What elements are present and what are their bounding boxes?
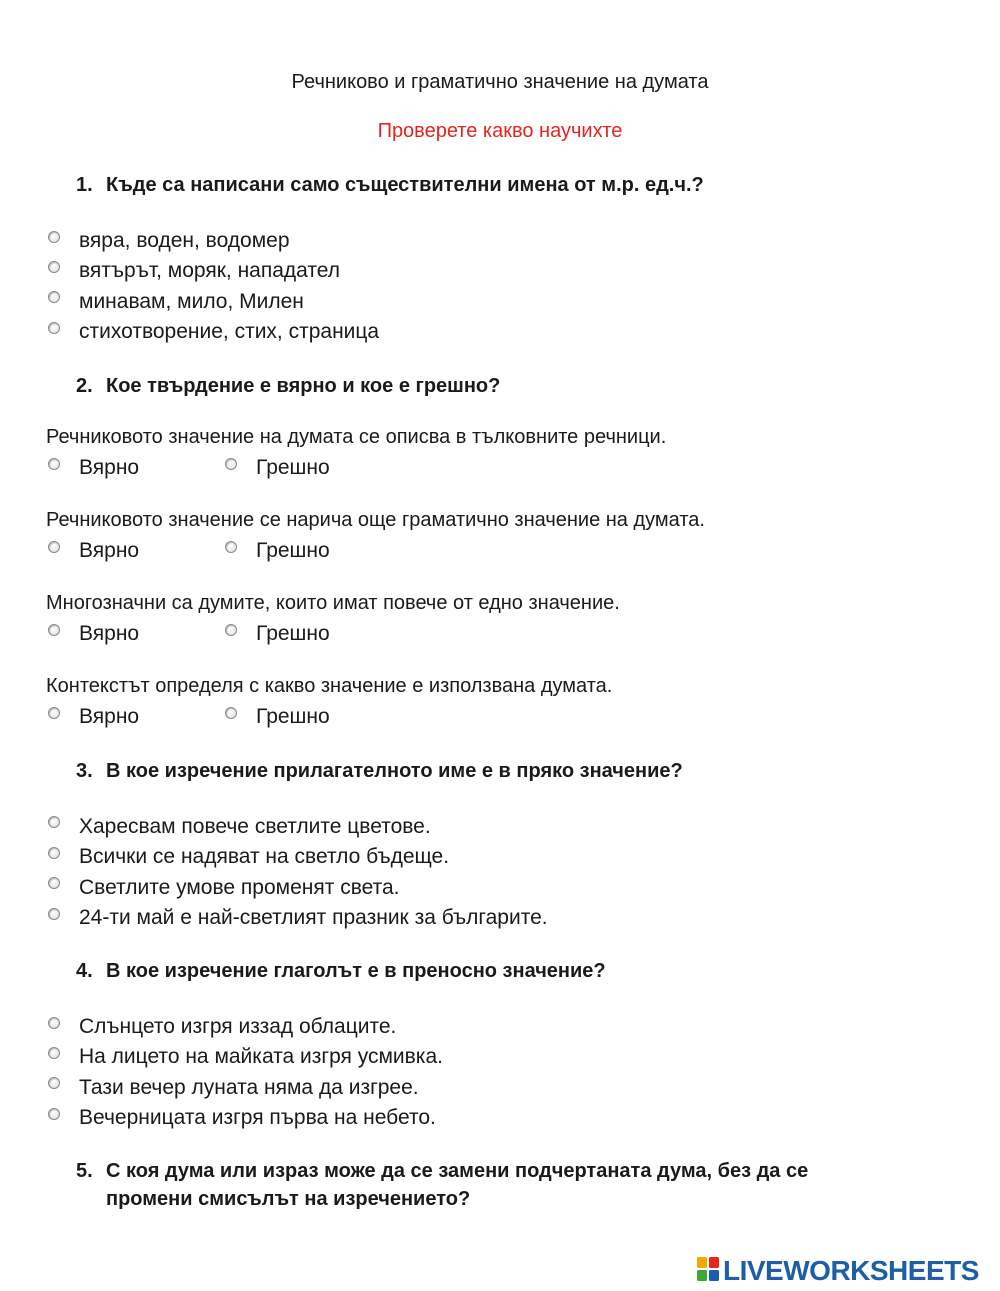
option-label: Слънцето изгря иззад облаците. <box>79 1015 397 1038</box>
radio-button-false[interactable] <box>225 707 237 719</box>
option-label: На лицето на майката изгря усмивка. <box>79 1045 443 1068</box>
radio-button-true[interactable] <box>48 458 60 470</box>
logo-block-v <box>697 1270 707 1281</box>
option-label: 24-ти май е най-светлият празник за българите. <box>79 906 548 929</box>
option-label: вяра, воден, водомер <box>79 229 290 252</box>
option-label: Харесвам повече светлите цветове. <box>79 815 431 838</box>
radio-button-true[interactable] <box>48 541 60 553</box>
logo-block-e <box>709 1270 719 1281</box>
statement-text: Речниковото значение се нарича още граматично значение на думата. <box>46 509 705 531</box>
radio-button[interactable] <box>48 908 60 920</box>
false-label: Грешно <box>256 539 330 562</box>
radio-button[interactable] <box>48 1047 60 1059</box>
radio-button-true[interactable] <box>48 624 60 636</box>
liveworksheets-logo-icon <box>697 1257 719 1281</box>
radio-button-false[interactable] <box>225 624 237 636</box>
radio-button-true[interactable] <box>48 707 60 719</box>
question-number: 2. <box>76 375 93 397</box>
question-text: Кое твърдение е вярно и кое е грешно? <box>106 375 501 397</box>
radio-button-false[interactable] <box>225 541 237 553</box>
radio-button[interactable] <box>48 291 60 303</box>
option-label: вятърът, моряк, нападател <box>79 259 341 282</box>
option-label: минавам, мило, Милен <box>79 290 304 313</box>
option-label: Тази вечер луната няма да изгрее. <box>79 1076 419 1099</box>
question-text-line-2: промени смисълът на изречението? <box>106 1188 471 1210</box>
radio-button[interactable] <box>48 261 60 273</box>
logo-block-l <box>697 1257 707 1268</box>
question-text: В кое изречение глаголът е в преносно значение? <box>106 960 606 982</box>
true-label: Вярно <box>79 622 140 645</box>
false-label: Грешно <box>256 456 330 479</box>
page-title: Речниково и граматично значение на думата <box>291 71 709 93</box>
liveworksheets-logo-text: LIVEWORKSHEETS <box>723 1255 979 1286</box>
statement-text: Контекстът определя с какво значение е използвана думата. <box>46 675 613 697</box>
radio-button[interactable] <box>48 816 60 828</box>
option-label: стихотворение, стих, страница <box>79 320 380 343</box>
question-number: 5. <box>76 1160 93 1182</box>
true-label: Вярно <box>79 539 140 562</box>
true-label: Вярно <box>79 705 140 728</box>
option-label: Всички се надяват на светло бъдеще. <box>79 845 450 868</box>
radio-button[interactable] <box>48 322 60 334</box>
question-number: 1. <box>76 174 93 196</box>
statement-text: Многозначни са думите, които имат повече от едно значение. <box>46 592 620 614</box>
radio-button[interactable] <box>48 1108 60 1120</box>
question-number: 4. <box>76 960 93 982</box>
question-text: В кое изречение прилагателното име е в пряко значение? <box>106 760 683 782</box>
true-label: Вярно <box>79 456 140 479</box>
radio-button[interactable] <box>48 231 60 243</box>
question-number: 3. <box>76 760 93 782</box>
question-text: Къде са написани само съществителни имена от м.р. ед.ч.? <box>106 174 704 196</box>
statement-text: Речниковото значение на думата се описва в тълковните речници. <box>46 426 667 448</box>
option-label: Вечерницата изгря първа на небето. <box>79 1106 436 1129</box>
radio-button-false[interactable] <box>225 458 237 470</box>
question-text-line-1: С коя дума или израз може да се замени подчертаната дума, без да се <box>106 1160 809 1182</box>
logo-block-i <box>709 1257 719 1268</box>
page-subtitle: Проверете какво научихте <box>377 120 623 142</box>
radio-button[interactable] <box>48 847 60 859</box>
radio-button[interactable] <box>48 1017 60 1029</box>
radio-button[interactable] <box>48 877 60 889</box>
radio-button[interactable] <box>48 1077 60 1089</box>
false-label: Грешно <box>256 705 330 728</box>
option-label: Светлите умове променят света. <box>79 876 400 899</box>
false-label: Грешно <box>256 622 330 645</box>
